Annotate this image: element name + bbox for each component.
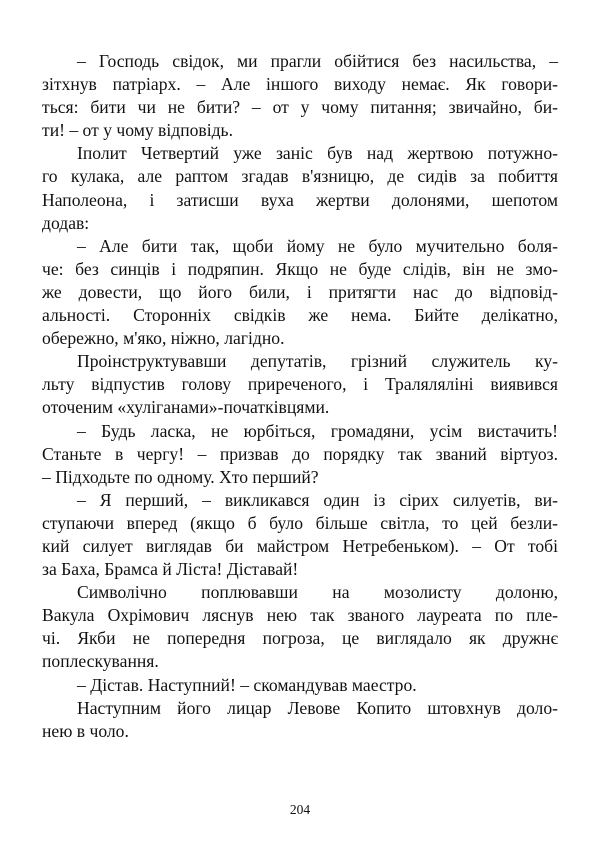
text-line: Наполеона, і затисши вуха жертви долонями, шепотом (42, 189, 558, 210)
text-line: – Господь свідок, ми прагли обійтися без насильства, – (77, 51, 558, 71)
text-line: ступаючи вперед (якщо б було більше світла, то цей безли- (42, 512, 558, 533)
text-line: Іполит Четвертий уже заніс був над жертвою потужно- (77, 143, 558, 164)
text-line: Наступним його лицар Левове Копито штовхнув доло- (77, 697, 558, 718)
text-line: кий силует виглядав би майстром Нетребеньком). – От тобі (42, 535, 558, 556)
text-line: го кулака, але раптом згадав в'язницю, де сидів за побиття (42, 166, 558, 187)
text-line: льту відпустив голову приреченого, і Траляляліні виявився (42, 374, 558, 395)
text-line: обережно, м'яко, ніжно, лагідно. (42, 328, 285, 349)
text-line: Станьте в чергу! – призвав до порядку так званий віртуоз. (42, 443, 558, 464)
text-line: – Дістав. Наступний! – скомандував маестро. (77, 674, 417, 695)
text-line: альності. Сторонніх свідків же нема. Бийте делікатно, (42, 305, 558, 326)
text-line: оточеним «хуліганами»-початківцями. (42, 397, 330, 418)
text-line: че: без синців і подряпин. Якщо не буде слідів, він не змо- (42, 258, 558, 279)
text-line: чі. Якби не попередня погроза, це виглядало як дружнє (42, 628, 558, 649)
paragraph-8 (42, 674, 558, 697)
paragraph-3 (42, 235, 558, 350)
text-line: зітхнув патріарх. – Але іншого виходу немає. Як говори- (42, 74, 558, 95)
text-line: – Підходьте по одному. Хто перший? (42, 466, 319, 487)
paragraph-6 (42, 489, 558, 581)
text-line: за Баха, Брамса й Ліста! Діставай! (42, 559, 299, 580)
page-body (42, 50, 558, 743)
text-line: додав: (42, 212, 90, 233)
text-line: поплескування. (42, 651, 159, 672)
paragraph-4 (42, 350, 558, 419)
paragraph-5 (42, 420, 558, 489)
text-line: – Але бити так, щоби йому не було мучительно боля- (77, 235, 558, 256)
text-line: ти! – от у чому відповідь. (42, 120, 233, 141)
paragraph-9 (42, 697, 558, 743)
text-line: – Я перший, – викликався один із сірих силуетів, ви- (77, 489, 558, 510)
text-line: нею в чоло. (42, 720, 129, 741)
text-line: Проінструктувавши депутатів, грізний служитель ку- (77, 351, 558, 372)
text-line: Вакула Охрімович ляснув нею так званого лауреата по пле- (42, 605, 558, 626)
text-line: – Будь ласка, не юрбіться, громадяни, усім вистачить! (77, 420, 558, 441)
text-line: же довести, що його били, і притягти нас до відповід- (42, 281, 558, 302)
page-number: 204 (289, 802, 311, 817)
paragraph-1 (42, 50, 558, 142)
text-line: Символічно поплювавши на мозолисту долоню, (77, 582, 558, 603)
paragraph-7 (42, 581, 558, 673)
paragraph-2 (42, 142, 558, 234)
text-line: ться: бити чи не бити? – от у чому питання; звичайно, би- (42, 97, 558, 118)
